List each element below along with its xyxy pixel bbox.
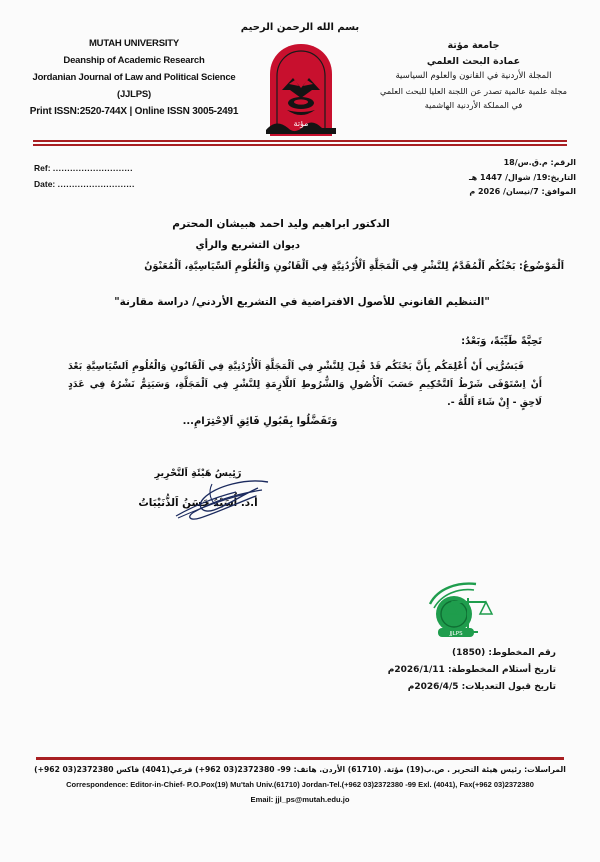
manuscript-revision-date: تاريخ قبول التعديلات: 2026/4/5م	[407, 682, 556, 692]
deanship-name-ar: عمادة البحث العلمي	[426, 55, 521, 67]
journal-name-ar: المجلة الأردنية في القانون والعلوم السياسية	[395, 71, 552, 81]
manuscript-info-block	[388, 645, 556, 696]
svg-text:مؤتة: مؤتة	[293, 119, 309, 128]
university-name-ar: جامعة مؤتة	[447, 40, 500, 51]
letter-number: الرقم: م.ق.س/18	[503, 158, 576, 167]
header-divider	[33, 140, 567, 146]
ref-label: Ref:	[34, 163, 51, 173]
recipient-department: ديوان التشريع والرأي	[195, 240, 300, 251]
ref-row	[34, 160, 135, 176]
journal-desc-ar: مجلة علمية عالمية تصدر عن اللجنة العليا للبحث العلمي	[379, 85, 567, 96]
letter-hijri-date: التاريخ:19/ شوال/ 1447 هـ	[468, 172, 576, 182]
date-label: Date:	[34, 179, 56, 189]
subject-line: اَلْمَوْضُوعُ: بَحْثُكُم اَلْمُقَدَّمُ لِلنَّشْرِ فِي اَلْمَجَلَّةِ اَلْأُرْدُنِيَّةِ فِي اَلْقَانُونِ وَالْعُلُومِ اَلسِّيَاسِيَّةِ، اَلْمُعَنْوَنُ	[144, 261, 564, 272]
ref-dots: ............................	[52, 163, 134, 173]
footer-email[interactable]: Email: jjl_ps@mutah.edu.jo	[250, 795, 350, 804]
body-paragraph: فَيَسُرُّنِي أَنْ أُعْلِمَكُم بِأَنَّ بَحْثَكُم قَدْ قُبِلَ لِلنَّشْرِ فِي اَلْمَجَلَّةِ اَلْأُرْدُنِيَّةِ فِي اَلْقَانُونِ وَالْعُلُومِ اَلسِّيَاسِيَّةِ بَعْدَ أَنْ اِسْتَوْفَى شَرْطُ اَلتَّحْكِيمِ حَسَبَ اَلْأُصُولِ وَالشُّرُوطِ اَللَّازِمَةِ لِلنَّشْرِ فِي اَلْمَجَلَّةِ، وَسَيَتِمُّ نَشْرُهُ فِي عَدَدٍ لَاحِقٍ - إِنْ شَاءَ اَللَّهُ -.	[68, 361, 542, 408]
closing-text: وَتَفَضَّلُوا بِقَبُولِ فَائِقِ اَلاِحْتِرَامِ...	[182, 416, 338, 427]
basmala-text: بسم الله الرحمن الرحيم	[240, 22, 360, 33]
signature-block	[88, 468, 308, 509]
date-row	[34, 176, 135, 192]
manuscript-received-date: تاريخ أستلام المخطوطة: 2026/1/11م	[387, 665, 556, 675]
journal-name-en: Jordanian Journal of Law and Political Science	[32, 72, 236, 83]
manuscript-number: رقم المخطوط: (1850)	[451, 648, 556, 658]
footer-divider	[36, 757, 564, 760]
issn-line: Print ISSN:2520-744X | Online ISSN 3005-2491	[29, 106, 239, 117]
svg-text:JJLPS: JJLPS	[449, 631, 463, 637]
footer-correspondence-en: Correspondence: Editor-in-Chief- P.O.Pox(19) Mu'tah Univ.(61710) Jordan-Tel.(+962 03)2372380 -99 Exl. (4041), Fax(+962 03)2372380	[66, 780, 534, 789]
letter-meta-block	[469, 156, 576, 200]
university-emblem-icon	[262, 40, 340, 140]
deanship-name-en: Deanship of Academic Research	[63, 55, 205, 66]
letterhead	[0, 0, 600, 142]
letterhead-arabic-block	[361, 40, 586, 115]
greeting-text: تَحِيَّةً طَيِّبَةً، وَبَعْدُ:	[461, 336, 542, 347]
footer-correspondence-ar: المراسلات: رئيس هيئة التحرير . ص.ب(19) مؤتة. (61710) الأردن. هاتف: 99- 2372380(03 962+) فرعي(4041) فاكس 2372380(03 962+)	[34, 765, 566, 774]
signatory-name: أ.د. أُسَيْدُ حَسَنُ اَلذُّنَيْبَاتُ	[138, 497, 258, 509]
recipient-name: الدكتور ابراهيم وليد احمد هبيشان المحترم	[172, 218, 390, 230]
footer-block	[20, 765, 580, 804]
university-name-en: MUTAH UNIVERSITY	[88, 38, 180, 49]
letterhead-english-block	[18, 38, 250, 123]
letter-gregorian-date: الموافق: 7/نيسان/ 2026 م	[469, 187, 576, 196]
journal-logo-icon	[424, 582, 502, 644]
signatory-title: رَئِيسُ هَيْئَةِ اَلتَّحْرِيرِ	[154, 468, 242, 479]
journal-abbr-en: (JJLPS)	[117, 89, 151, 100]
reference-block	[34, 160, 135, 192]
journal-country-ar: في المملكة الأردنية الهاشمية	[424, 100, 523, 110]
research-title: "التنظيم القانوني للأصول الافتراضية في التشريع الأردني/ دراسة مقارنة"	[114, 296, 490, 308]
date-dots: ...........................	[57, 179, 135, 189]
